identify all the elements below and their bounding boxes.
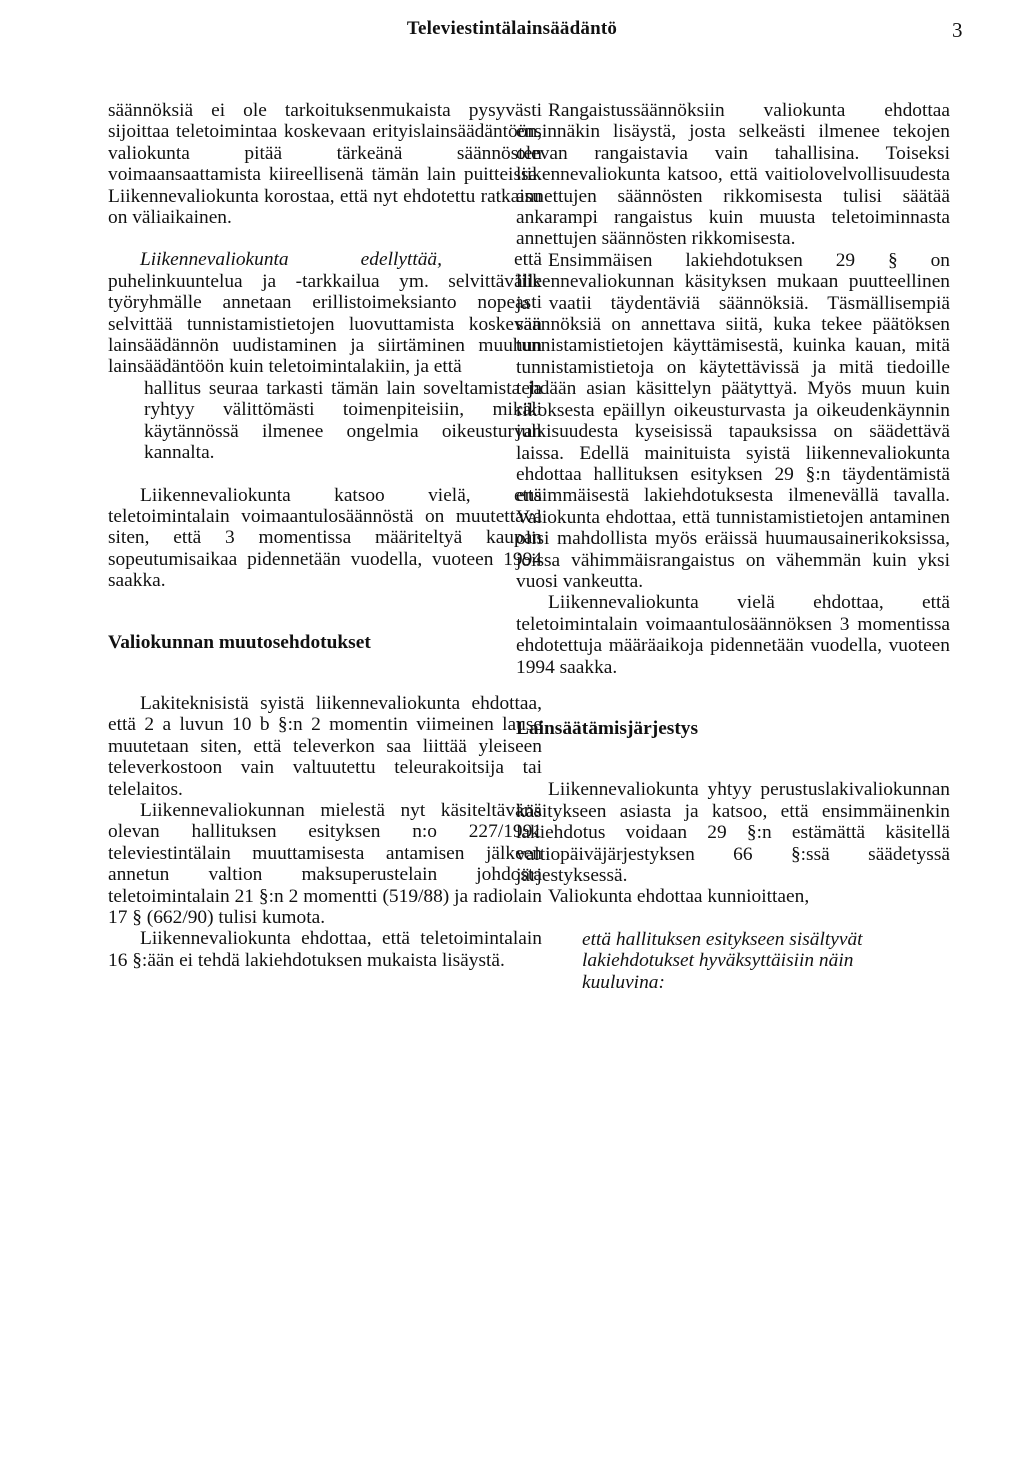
paragraph: Liikennevaliokunnan mielestä nyt käsiteltävänä olevan hallituksen esityksen n:o 227/1991 televiestintälain muuttamisesta antamisen jälkeen annetun valtion maksuperustelain johdosta teletoimintalain 21 §:n 2 momentti (519/88) ja radiolain 17 § (662/90) tulisi kumota. <box>108 799 542 928</box>
closing-statement: että hallituksen esitykseen sisältyvät lakiehdotukset hyväksyttäisiin näin kuuluvina: <box>582 928 863 993</box>
paragraph: Valiokunta ehdottaa kunnioittaen, <box>548 886 810 908</box>
paragraph: Rangaistussäännöksiin valiokunta ehdottaa ensinnäkin lisäystä, josta selkeästi ilmenee tekojen olevan rangaistavia vain tahallisina. Toiseksi liikennevaliokunta katsoo, että vaitiolovelvollisuudesta annettujen säännösten rikkomisesta tulisi säätää ankarampi rangaistus kuin muusta teletoiminnasta annettujen säännösten rikkomisesta. <box>516 100 950 250</box>
paragraph: Liikennevaliokunta yhtyy perustuslakivaliokunnan käsitykseen asiasta ja katsoo, että ensimmäinenkin lakiehdotus voidaan 29 §:n estämättä käsitellä valtiopäiväjärjestyksen 66 §:ssä säädetyssä järjestyksessä. <box>516 779 950 886</box>
section-heading: Valiokunnan muutosehdotukset <box>108 631 371 653</box>
left-column <box>108 100 542 971</box>
paragraph: Liikennevaliokunta vielä ehdottaa, että teletoimintalain voimaantulosäännöksen 3 momentissa ehdotettuja määräaikoja pidennetään vuodella, vuoteen 1994 saakka. <box>516 592 950 678</box>
paragraph <box>108 249 542 377</box>
running-title: Televiestintälainsäädäntö <box>406 18 618 39</box>
paragraph: Lakiteknisistä syistä liikennevaliokunta ehdottaa, että 2 a luvun 10 b §:n 2 momentin viimeinen lause muutetaan siten, että televerkon saa liittää yleiseen televerkostoon vain valtuutettu teleurakoitsija tai telelaitos. <box>108 692 542 800</box>
italic-phrase: Liikennevaliokunta edellyttää, <box>140 249 442 271</box>
paragraph: Ensimmäisen lakiehdotuksen 29 § on liikennevaliokunnan käsityksen mukaan puutteellinen ja vaatii täydentäviä säännöksiä. Täsmällisempiä säännöksiä on annettava siitä, kuka tekee päätöksen tunnistamistietojen käyttämisestä, kuinka kauan, mitä tunnistamistietoja on käytettävissä ja mitä tiedoille tehdään asian käsittelyn päätyttyä. Myös muun kuin rikoksesta epäillyn oikeusturvasta ja oikeudenkäynnin julkisuudesta kyseisissä tapauksissa on säädettävä laissa. Edellä mainituista syistä liikennevaliokunta ehdottaa hallituksen esityksen 29 §:n täydentämistä ensimmäisestä lakiehdotuksesta ilmenevällä tavalla. Valiokunta ehdottaa, että tunnistamistietojen antaminen olisi mahdollista myös eräissä huumausainerikoksissa, joissa vähimmäisrangaistus on vähemmän kuin yksi vuosi vankeutta. <box>516 249 950 592</box>
paragraph: hallitus seuraa tarkasti tämän lain soveltamista ja ryhtyy välittömästi toimenpiteisiin, mikäli käytännössä ilmenee ongelmia oikeusturvan kannalta. <box>144 377 542 464</box>
section-heading: Lainsäätämisjärjestys <box>516 717 699 739</box>
paragraph: Liikennevaliokunta ehdottaa, että teletoimintalain 16 §:ään ei tehdä lakiehdotuksen mukaista lisäystä. <box>108 928 542 971</box>
page-number: 3 <box>952 18 963 42</box>
right-column <box>516 100 950 993</box>
paragraph: Liikennevaliokunta katsoo vielä, että teletoimintalain voimaantulosäännöstä on muutettava siten, että 3 momentissa määriteltyä kaupan sopeutumisaikaa pidennetään vuodella, vuoteen 1994 saakka. <box>108 484 542 592</box>
paragraph: säännöksiä ei ole tarkoituksenmukaista pysyvästi sijoittaa teletoimintaa koskevaan erityislainsäädäntöön, valiokunta pitää tärkeänä säännösten voimaansaattamista kiireellisenä tämän lain puitteissa. Liikennevaliokunta korostaa, että nyt ehdotettu ratkaisu on väliaikainen. <box>108 100 542 229</box>
paragraph-text: että puhelinkuuntelua ja -tarkkailua ym. selvittävälle työryhmälle annetaan erillistoimeksianto nopeasti selvittää tunnistamistietojen luovuttamista koskevan lainsäädännön uudistaminen ja siirtäminen muuhun lainsäädäntöön kuin teletoimintalakiin, ja että <box>108 249 542 378</box>
